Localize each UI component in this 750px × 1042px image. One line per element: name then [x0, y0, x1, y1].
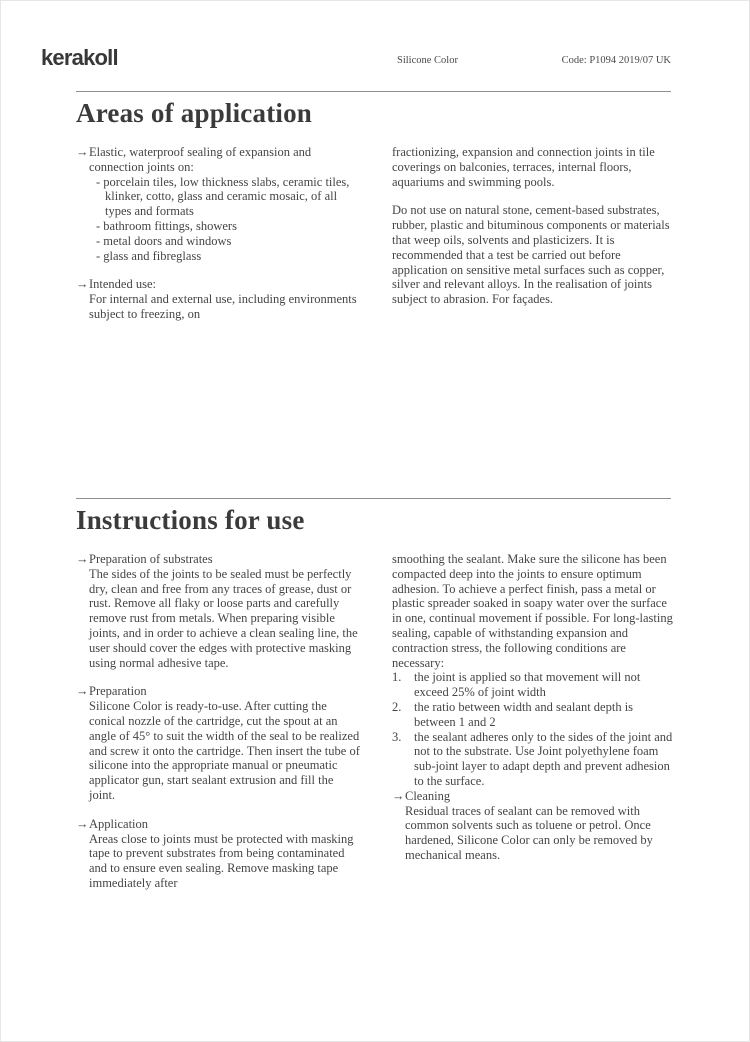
- document-code: Code: P1094 2019/07 UK: [561, 55, 671, 66]
- arrow-bullet-icon: →: [76, 552, 89, 567]
- section-title-areas: Areas of application: [76, 98, 313, 128]
- item-text: Areas close to joints must be protected with masking tape to prevent substrates from being contaminated and to ensure even sealing. Remove masking tape immediately after: [89, 831, 354, 890]
- instructions-left-column: [76, 552, 361, 891]
- arrow-bullet-icon: →: [76, 816, 89, 831]
- list-item: [392, 789, 673, 863]
- list-item: [76, 552, 361, 670]
- numbered-list-item: [392, 730, 673, 789]
- item-heading: Cleaning: [405, 788, 451, 803]
- item-heading: Preparation: [89, 684, 147, 699]
- item-text: the sealant adheres only to the sides of the joint and not to the substrate. Use Joint polyethylene foam sub-joint layer to adapt depth and prevent adhesion to the surface.: [414, 729, 673, 788]
- item-text: For internal and external use, including environments subject to freezing, on: [89, 292, 357, 322]
- list-item: [76, 817, 361, 891]
- item-text: the joint is applied so that movement will not exceed 25% of joint width: [414, 670, 641, 700]
- arrow-bullet-icon: →: [76, 277, 89, 292]
- paragraph: fractionizing, expansion and connection joints in tile coverings on balconies, terraces, internal floors, aquariums and swimming pools.: [392, 145, 655, 189]
- arrow-bullet-icon: →: [76, 684, 89, 699]
- numbered-list-item: [392, 670, 673, 700]
- numbered-list-item: [392, 700, 673, 730]
- paragraph: smoothing the sealant. Make sure the silicone has been compacted deep into the joints to ensure optimum adhesion. To achieve a perfect finish, pass a metal or plastic spreader soaked in soapy water over the surface in one, continual movement if possible. For long-lasting sealing, capable of withstanding expansion and contraction stress, the following conditions are necessary:: [392, 552, 673, 670]
- paragraph: Do not use on natural stone, cement-based substrates, rubber, plastic and bituminous components or materials that weep oils, solvents and plasticizers. It is recommended that a test be carried out before application on sensitive metal surfaces such as copper, silver and relevant alloys. In the realisation of joints subject to abrasion. For façades.: [392, 203, 670, 307]
- areas-left-column: [76, 145, 361, 322]
- item-heading: Application: [89, 816, 149, 831]
- list-item-body: [89, 817, 361, 891]
- areas-right-column: [392, 145, 673, 322]
- list-item-body: [405, 789, 673, 863]
- sub-list-item: - glass and fibreglass: [96, 248, 202, 263]
- kerakoll-logo: kerakoll: [41, 45, 118, 70]
- instructions-right-column: [392, 552, 673, 891]
- item-number: 2.: [392, 700, 402, 715]
- arrow-bullet-icon: →: [76, 145, 89, 160]
- item-number: 3.: [392, 729, 402, 744]
- list-item-body: [89, 684, 361, 802]
- item-heading: Preparation of substrates: [89, 552, 213, 567]
- list-item-body: [89, 277, 361, 321]
- list-item-body: [89, 145, 361, 263]
- item-number: 1.: [392, 670, 402, 685]
- section-areas-of-application: [76, 91, 671, 498]
- section-title-instructions: Instructions for use: [76, 505, 305, 535]
- list-item: [76, 684, 361, 802]
- section-instructions-for-use: [76, 498, 671, 891]
- item-intro: Elastic, waterproof sealing of expansion and connection joints on:: [89, 145, 312, 174]
- item-heading: Intended use:: [89, 277, 156, 292]
- list-item: [76, 145, 361, 263]
- product-name: Silicone Color: [397, 55, 458, 66]
- item-text: Silicone Color is ready-to-use. After cutting the conical nozzle of the cartridge, cut the spout at an angle of 45° to suit the width of the seal to be realized and screw it onto the cartridge. Then insert the tube of silicone into the appropriate manual or pneumatic applicator gun, start sealant extrusion and fill the joint.: [89, 699, 360, 802]
- instructions-columns: [76, 552, 671, 891]
- item-text: the ratio between width and sealant depth is between 1 and 2: [414, 700, 634, 729]
- page-header: [1, 1, 749, 91]
- arrow-bullet-icon: →: [392, 788, 405, 803]
- areas-columns: [76, 145, 671, 322]
- list-item-body: [89, 552, 361, 670]
- sub-list-item: - bathroom fittings, showers: [96, 219, 237, 234]
- list-item: [76, 277, 361, 321]
- item-text: The sides of the joints to be sealed must be perfectly dry, clean and free from any traces of grease, dust or rust. Remove all flaky or loose parts and carefully remove rust from metals. When preparing visible joints, and in order to achieve a clean sealing line, the user should cover the edges with protective masking using normal adhesive tape.: [89, 566, 358, 670]
- sub-list-item: - porcelain tiles, low thickness slabs, ceramic tiles, klinker, cotto, glass and ceramic mosaic, of all types and formats: [96, 174, 350, 219]
- item-text: Residual traces of sealant can be removed with common solvents such as toluene or petrol. Once hardened, Silicone Color can only be removed by mechanical means.: [405, 803, 653, 862]
- sub-list-item: - metal doors and windows: [96, 233, 232, 248]
